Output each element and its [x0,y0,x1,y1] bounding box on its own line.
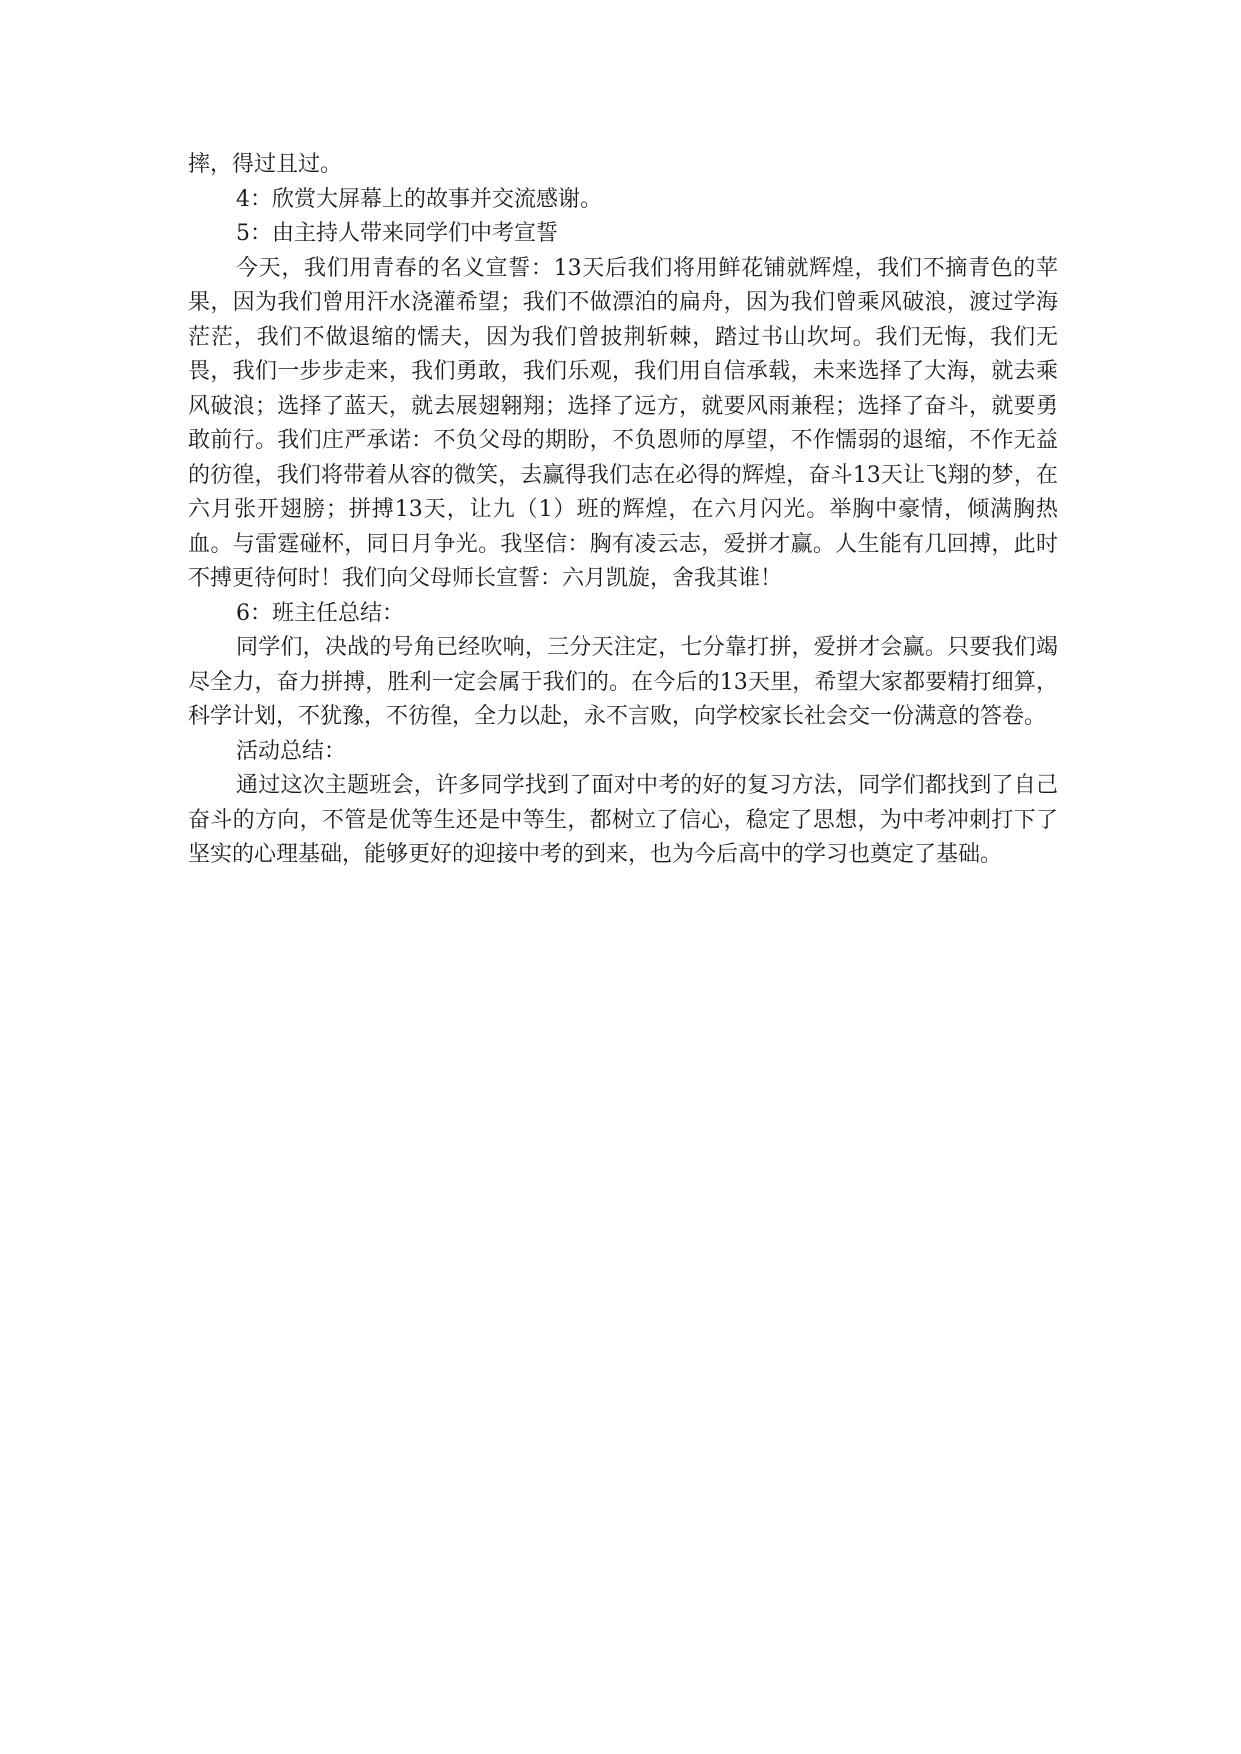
paragraph-step-4: 4：欣赏大屏幕上的故事并交流感谢。 [236,186,602,212]
paragraph-teacher-summary: 同学们，决战的号角已经吹响，三分天注定，七分靠打拼，爱拼才会赢。只要我们竭尽全力，奋力拼搏，胜利一定会属于我们的。在今后的13天里，希望大家都要精打细算，科学计划，不犹豫，不彷徨，全力以赴，永不言败，向学校家长社会交一份满意的答卷。 [188,635,1058,729]
paragraph-step-5: 5：由主持人带来同学们中考宣誓 [236,221,558,246]
paragraph-step-6: 6：班主任总结： [236,600,404,626]
paragraph-continuation: 摔，得过且过。 [188,152,343,177]
paragraph-oath: 今天，我们用青春的名义宣誓：13天后我们将用鲜花铺就辉煌，我们不摘青色的苹果，因为我们曾用汗水浇灌希望；我们不做漂泊的扁舟，因为我们曾乘风破浪，渡过学海茫茫，我们不做退缩的懦夫，因为我们曾披荆斩棘，踏过书山坎坷。我们无悔，我们无畏，我们一步步走来，我们勇敢，我们乐观，我们用自信承载，未来选择了大海，就去乘风破浪；选择了蓝天，就去展翅翱翔；选择了远方，就要风雨兼程；选择了奋斗，就要勇敢前行。我们庄严承诺：不负父母的期盼，不负恩师的厚望，不作懦弱的退缩，不作无益的彷徨，我们将带着从容的微笑，去赢得我们志在必得的辉煌，奋斗13天让飞翔的梦，在六月张开翅膀；拼搏13天，让九（1）班的辉煌，在六月闪光。举胸中豪情，倾满胸热血。与雷霆碰杯，同日月争光。我坚信：胸有凌云志，爱拼才赢。人生能有几回搏，此时不搏更待何时！我们向父母师长宣誓：六月凯旋，舍我其谁！ [188,255,1058,591]
paragraph-activity-summary: 通过这次主题班会，许多同学找到了面对中考的好的复习方法，同学们都找到了自己奋斗的方向，不管是优等生还是中等生，都树立了信心，稳定了思想，为中考冲刺打下了坚实的心理基础，能够更好的迎接中考的到来，也为今后高中的学习也奠定了基础。 [188,773,1058,867]
paragraph-activity-summary-heading: 活动总结： [236,738,347,764]
document-body [188,148,1058,873]
